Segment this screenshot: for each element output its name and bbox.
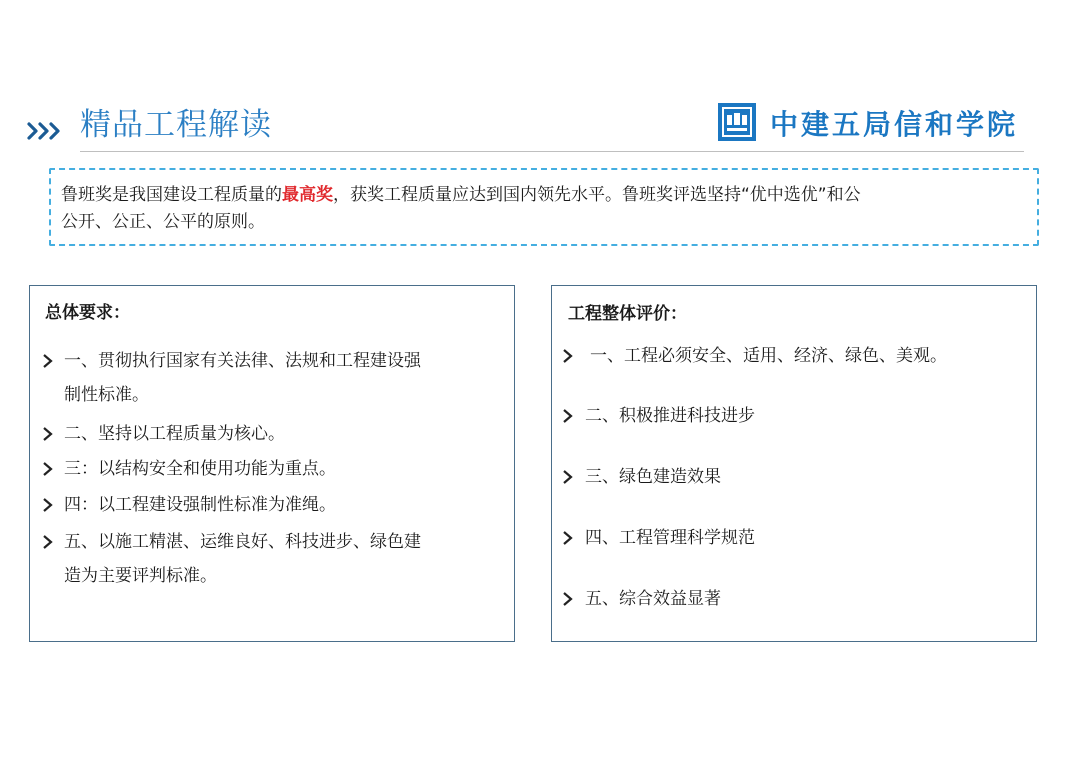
intro-text-after: ，获奖工程质量应达到国内领先水平。鲁班奖评选坚持“优中选优”和公 公开、公正、公平的原则。 bbox=[61, 185, 861, 232]
evaluation-title: 工程整体评价： bbox=[568, 304, 687, 324]
header-divider bbox=[80, 151, 1024, 152]
requirement-text: 二、坚持以工程质量为核心。 bbox=[64, 424, 285, 444]
intro-highlight: 最高奖 bbox=[282, 185, 333, 205]
arrow-bullet-icon bbox=[41, 452, 55, 486]
arrow-bullet-icon bbox=[561, 582, 575, 616]
requirements-panel bbox=[29, 285, 515, 642]
requirement-text: 三：以结构安全和使用功能为重点。 bbox=[64, 459, 336, 479]
requirement-text: 四：以工程建设强制性标准为准绳。 bbox=[64, 495, 336, 515]
requirements-title: 总体要求： bbox=[45, 303, 130, 323]
triple-chevron-right-icon bbox=[27, 118, 67, 144]
intro-box bbox=[49, 168, 1039, 246]
evaluation-text: 四、工程管理科学规范 bbox=[585, 528, 755, 548]
requirement-text: 五、以施工精湛、运维良好、科技进步、绿色建 造为主要评判标准。 bbox=[64, 532, 421, 586]
evaluation-panel bbox=[551, 285, 1037, 642]
arrow-bullet-icon bbox=[561, 339, 575, 373]
arrow-bullet-icon bbox=[41, 417, 55, 451]
arrow-bullet-icon bbox=[41, 488, 55, 522]
arrow-bullet-icon bbox=[561, 521, 575, 555]
arrow-bullet-icon bbox=[561, 460, 575, 494]
arrow-bullet-icon bbox=[41, 525, 55, 559]
arrow-bullet-icon bbox=[561, 399, 575, 433]
evaluation-text: 五、综合效益显著 bbox=[585, 589, 721, 609]
arrow-bullet-icon bbox=[41, 344, 55, 378]
evaluation-text: 一、工程必须安全、适用、经济、绿色、美观。 bbox=[590, 346, 947, 366]
org-name: 中建五局信和学院 bbox=[770, 108, 1019, 141]
evaluation-text: 二、积极推进科技进步 bbox=[585, 406, 755, 426]
intro-text-before: 鲁班奖是我国建设工程质量的 bbox=[61, 185, 282, 205]
cscec-logo-icon bbox=[718, 103, 756, 141]
page-title: 精品工程解读 bbox=[80, 107, 272, 143]
intro-text bbox=[61, 182, 1036, 236]
evaluation-text: 三、绿色建造效果 bbox=[585, 467, 721, 487]
requirement-text: 一、贯彻执行国家有关法律、法规和工程建设强 制性标准。 bbox=[64, 351, 421, 405]
